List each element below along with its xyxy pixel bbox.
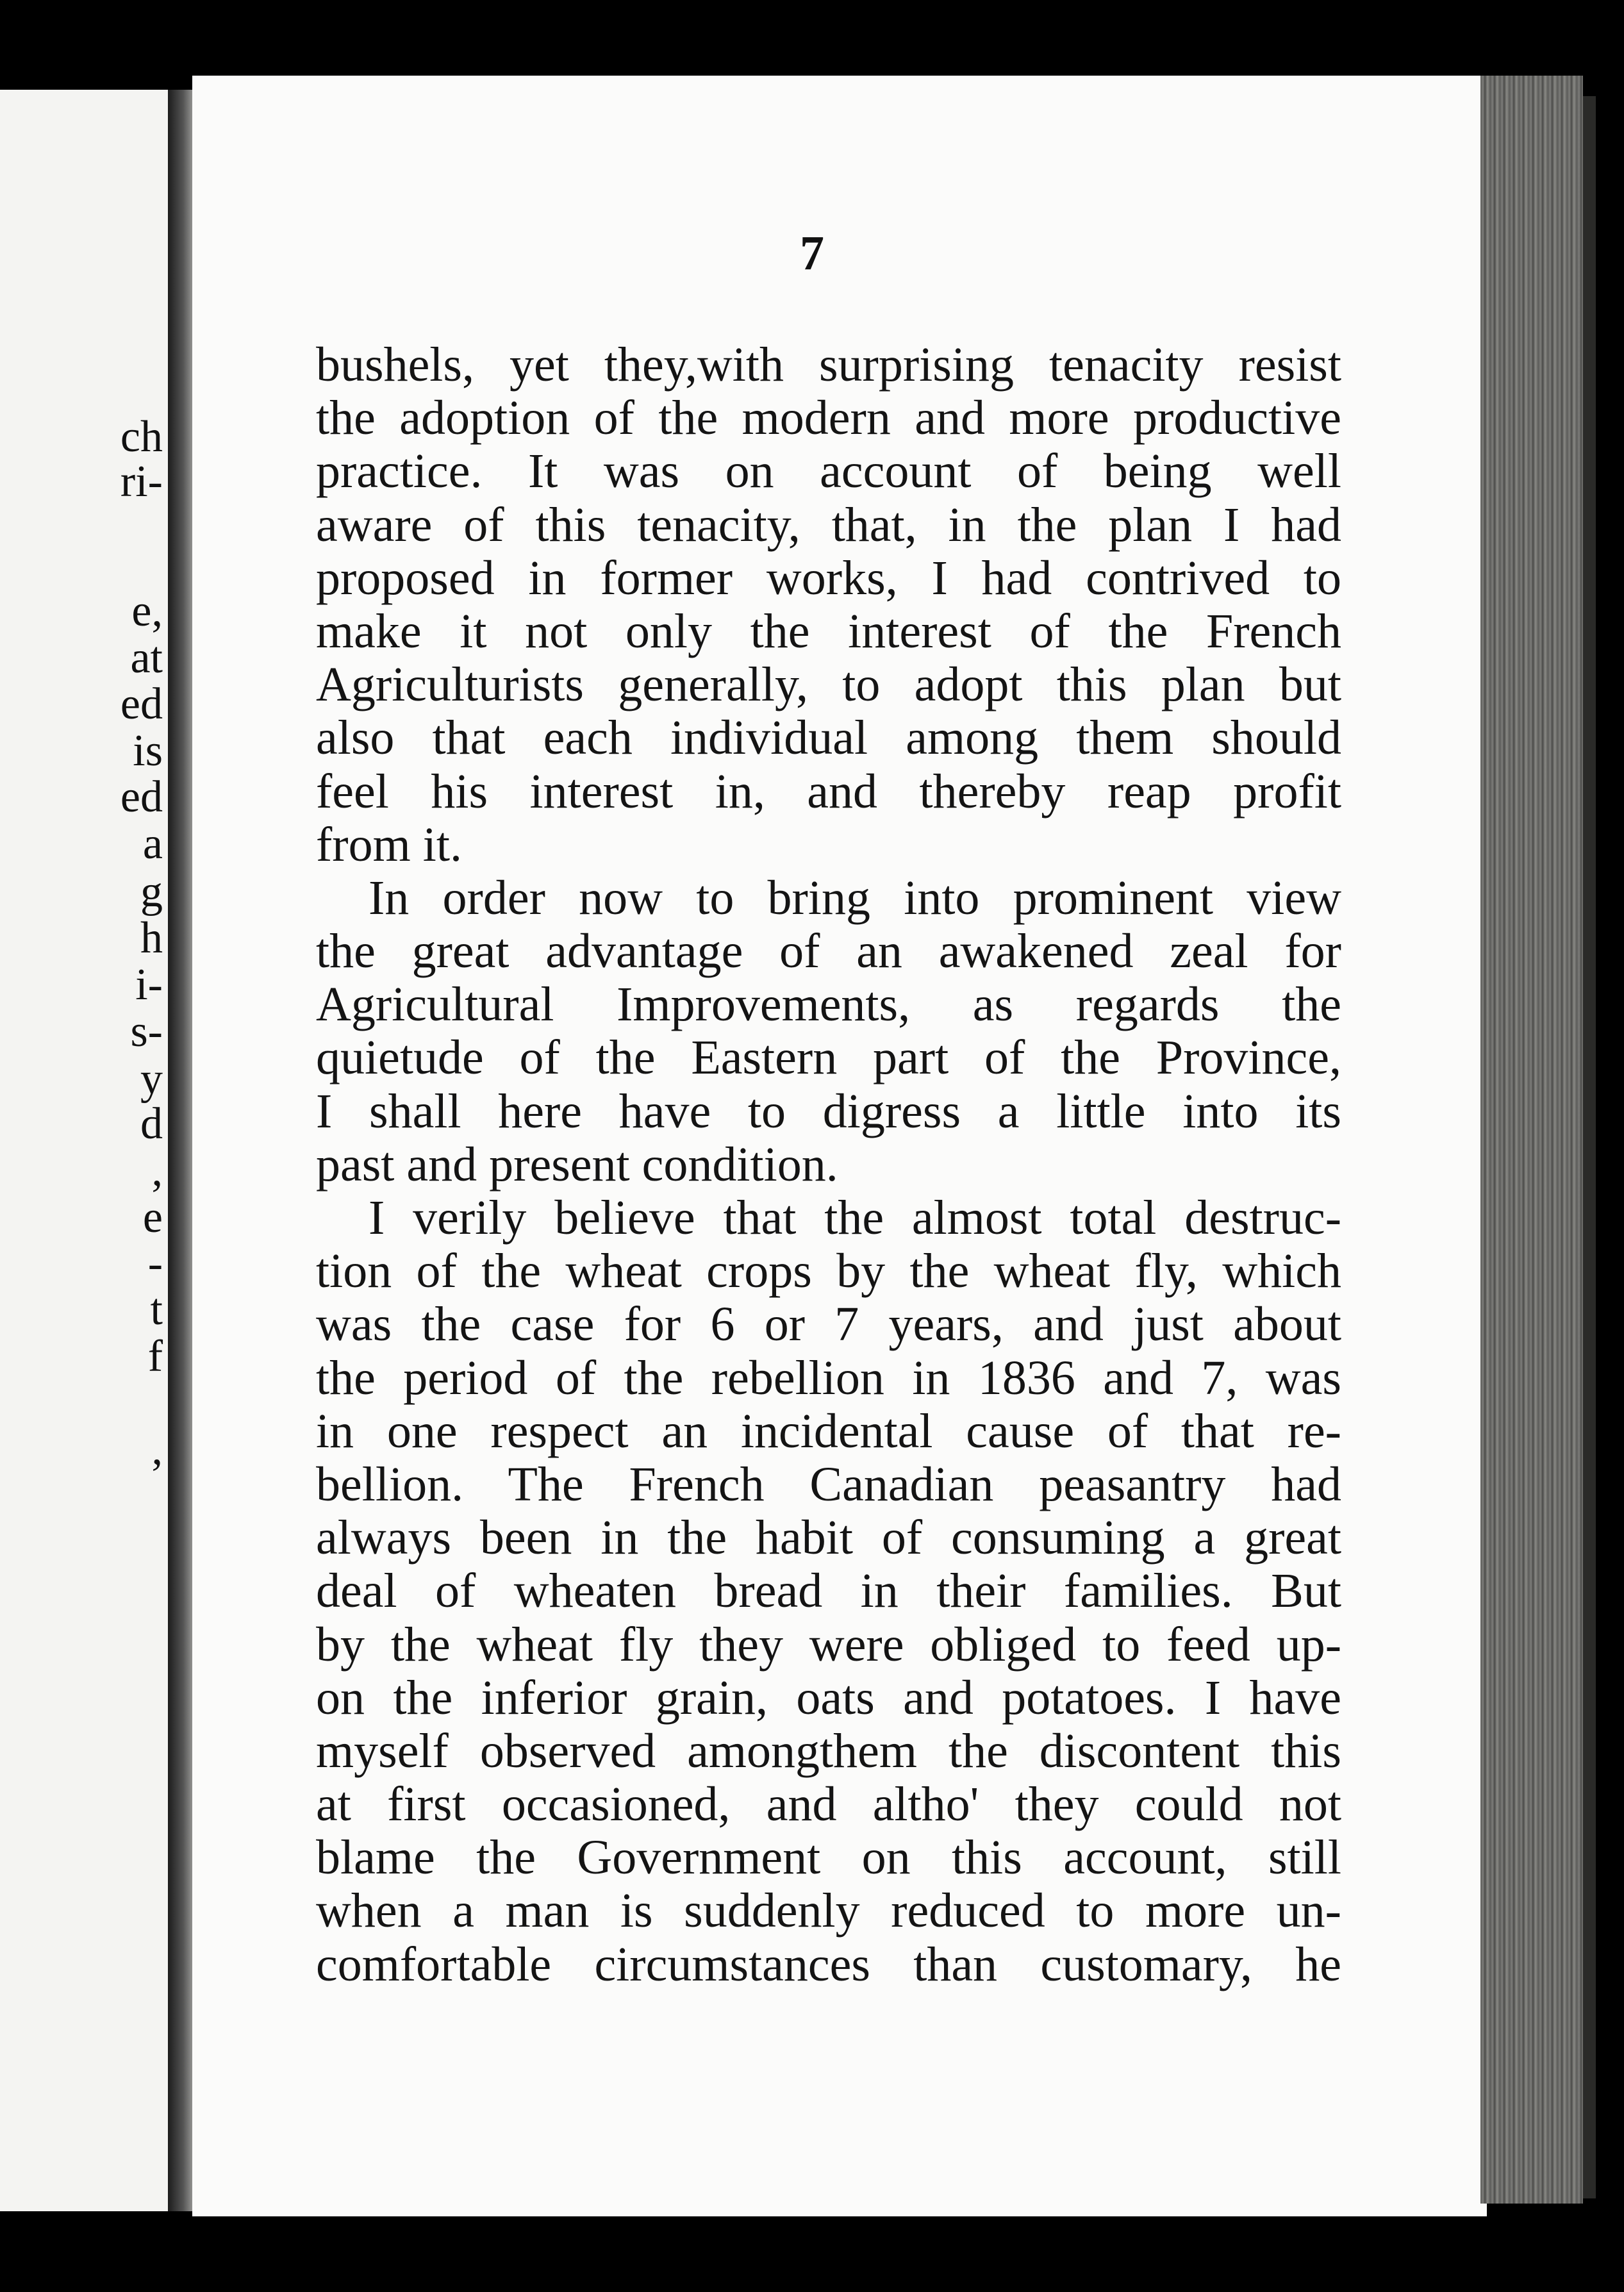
facing-page-fragment: ,	[151, 1425, 163, 1474]
text-line: deal of wheaten bread in their families. But	[316, 1564, 1341, 1618]
facing-page-fragment: at	[130, 633, 163, 683]
text-line: the adoption of the modern and more productive	[316, 391, 1341, 445]
facing-page-fragment: is	[133, 726, 163, 776]
page-edges-shadow	[1583, 96, 1596, 2198]
facing-page-fragment: t	[150, 1285, 163, 1334]
text-line: feel his interest in, and thereby reap profit	[316, 764, 1341, 818]
text-line: Agriculturists generally, to adopt this plan but	[316, 658, 1341, 712]
book-gutter	[168, 90, 194, 2211]
facing-page-fragment: a	[142, 819, 163, 868]
facing-page-fragment: g	[140, 867, 163, 917]
text-line: aware of this tenacity, that, in the plan I had	[316, 497, 1341, 552]
text-line: on the inferior grain, oats and potatoes. I have	[316, 1670, 1341, 1725]
facing-page-fragment: ed	[120, 772, 163, 822]
facing-page-fragment: s-	[130, 1007, 163, 1056]
text-line: past and present condition.	[316, 1137, 838, 1192]
text-line: I shall here have to digress a little into its	[316, 1084, 1341, 1138]
page-number: 7	[800, 226, 824, 280]
text-line: make it not only the interest of the French	[316, 604, 1341, 658]
facing-page-fragment: -	[147, 1239, 163, 1288]
text-line: also that each individual among them should	[316, 711, 1341, 765]
page-body-text	[316, 338, 1341, 1991]
facing-page-fragment: i-	[135, 960, 163, 1009]
facing-page-fragment: y	[140, 1054, 163, 1104]
text-line: quietude of the Eastern part of the Province,	[316, 1031, 1341, 1085]
facing-page-fragment: ri-	[120, 457, 163, 506]
facing-page-fragment: ,	[151, 1146, 163, 1195]
text-line: I verily believe that the almost total destruc-	[369, 1191, 1341, 1245]
page-edges	[1480, 76, 1583, 2204]
text-line: the great advantage of an awakened zeal for	[316, 924, 1341, 979]
text-line: comfortable circumstances than customary, he	[316, 1937, 1341, 1991]
facing-page-fragment: h	[140, 913, 163, 963]
text-line: in one respect an incidental cause of that re-	[316, 1404, 1341, 1458]
text-line: blame the Government on this account, still	[316, 1831, 1341, 1885]
text-line: In order now to bring into prominent view	[369, 870, 1341, 925]
text-line: Agricultural Improvements, as regards the	[316, 977, 1341, 1032]
facing-page-line-ends	[0, 410, 168, 1692]
facing-page-fragment: f	[147, 1332, 163, 1381]
text-line: from it.	[316, 817, 462, 872]
text-line: myself observed amongthem the discontent this	[316, 1723, 1341, 1778]
text-line: tion of the wheat crops by the wheat fly, which	[316, 1244, 1341, 1299]
facing-page-left	[0, 90, 170, 2211]
facing-page-fragment: ed	[120, 679, 163, 729]
facing-page-fragment: ch	[120, 412, 163, 461]
text-line: bushels, yet they,with surprising tenacity resist	[316, 338, 1341, 392]
facing-page-fragment: e	[142, 1193, 163, 1242]
facing-page-fragment: d	[140, 1099, 163, 1149]
text-line: proposed in former works, I had contrived to	[316, 551, 1341, 605]
text-line: was the case for 6 or 7 years, and just about	[316, 1297, 1341, 1352]
text-line: bellion. The French Canadian peasantry had	[316, 1457, 1341, 1511]
text-line: always been in the habit of consuming a great	[316, 1511, 1341, 1565]
facing-page-fragment: e,	[131, 586, 163, 636]
text-line: at first occasioned, and altho' they could not	[316, 1777, 1341, 1832]
text-line: the period of the rebellion in 1836 and 7, was	[316, 1350, 1341, 1405]
text-line: when a man is suddenly reduced to more un-	[316, 1884, 1341, 1938]
text-line: practice. It was on account of being well	[316, 444, 1341, 499]
text-line: by the wheat fly they were obliged to feed up-	[316, 1617, 1341, 1672]
